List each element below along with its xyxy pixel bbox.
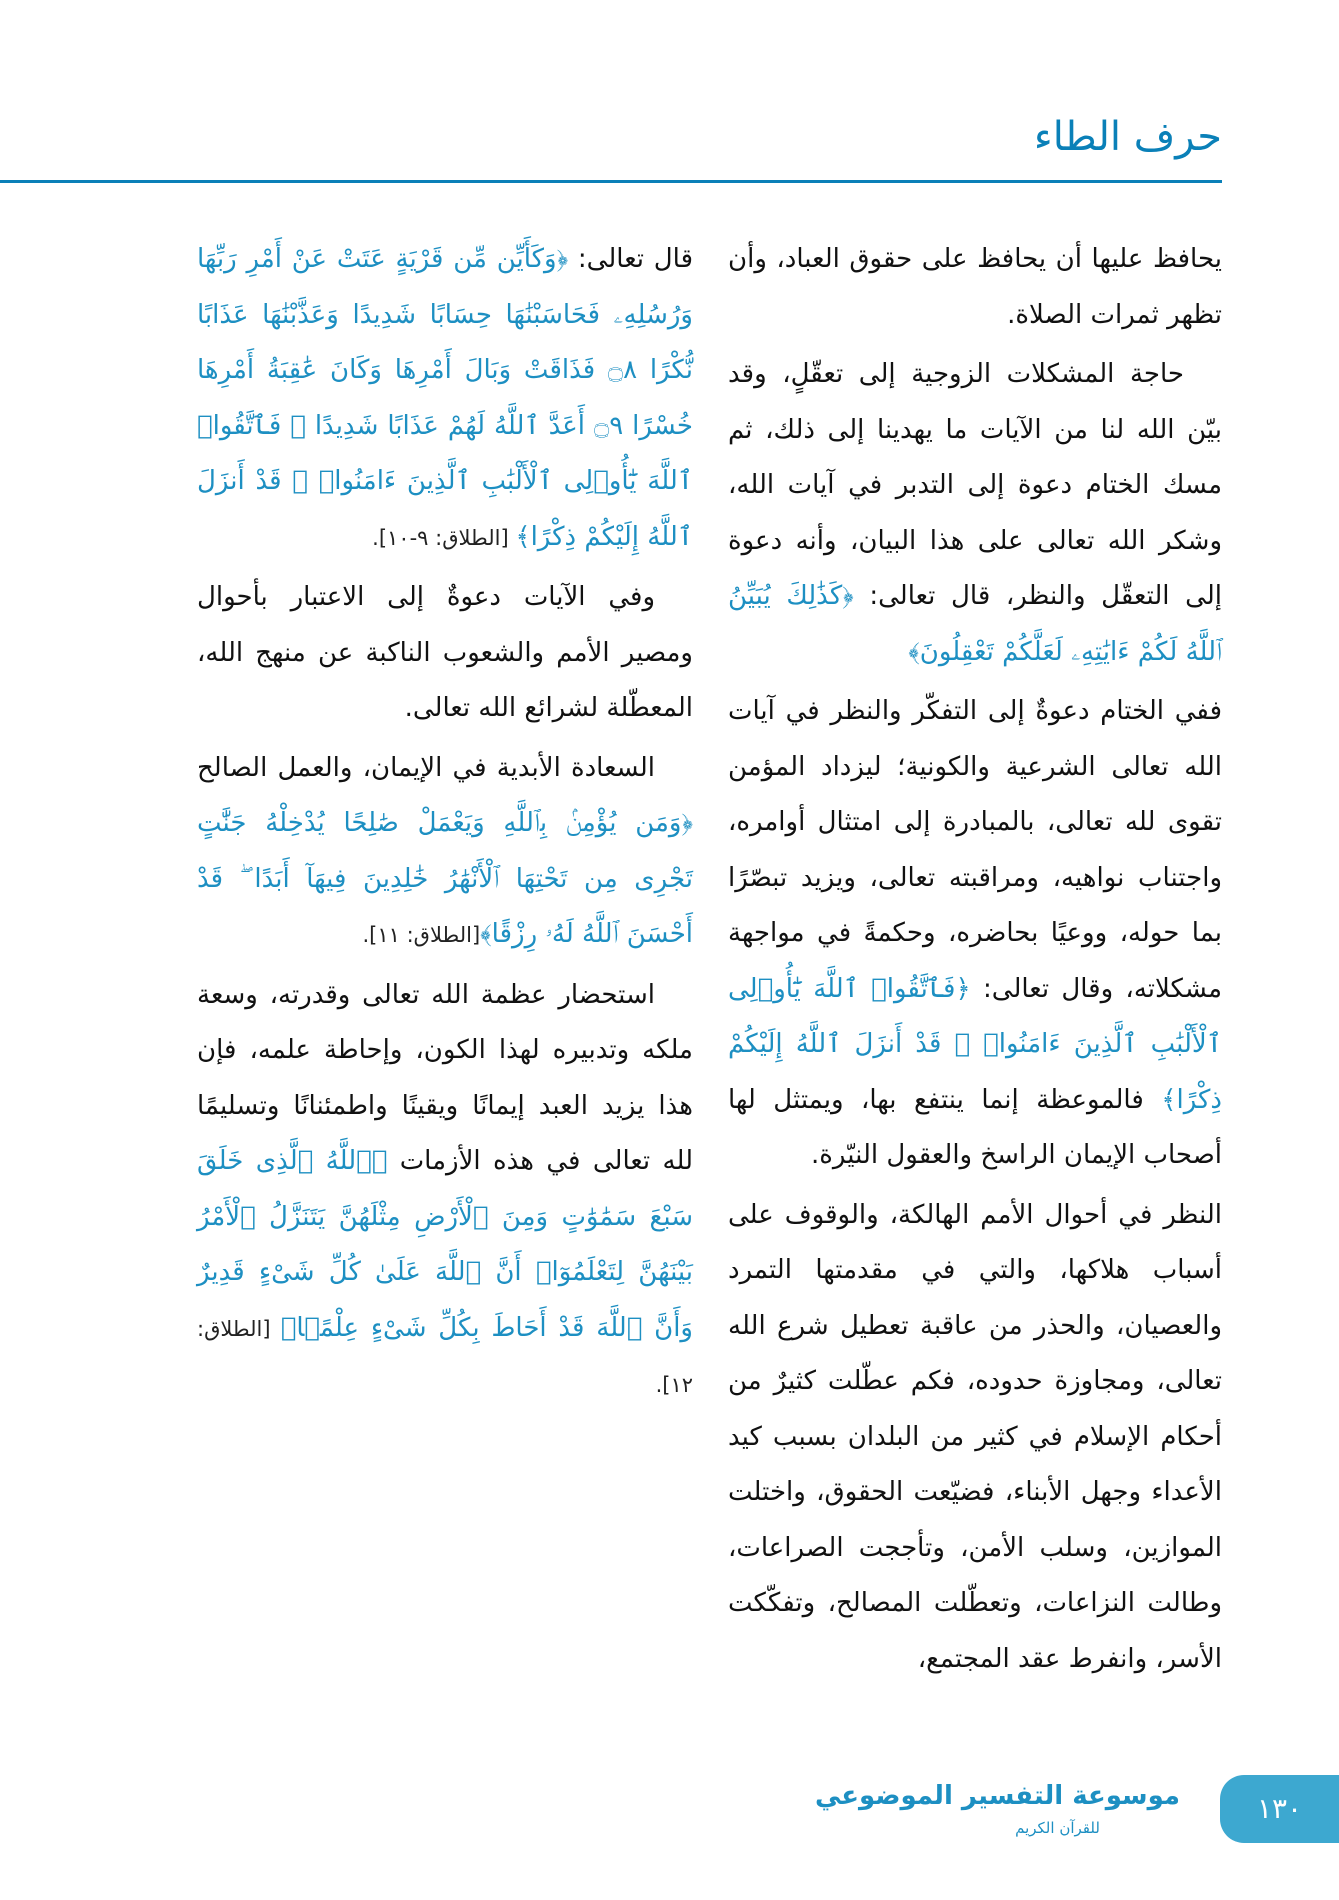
paragraph — [728, 1188, 1222, 1688]
verse-reference: [الطلاق: ٩-١٠]. — [372, 525, 516, 550]
body-text: السعادة الأبدية في الإيمان، والعمل الصالح — [197, 752, 655, 783]
paragraph — [197, 232, 693, 566]
body-text: فالموعظة إنما ينتفع بها، ويمتثل لها أصحاب الإيمان الراسخ والعقول النيّرة. — [728, 1084, 1222, 1170]
text-columns — [0, 232, 1339, 1765]
quran-verse: ﴿فَٱتَّقُوا۟ ٱللَّهَ يَٰٓأُو۟لِى ٱلْأَلْبَٰبِ ٱلَّذِينَ ءَامَنُوا۟ ۚ قَدْ أَنزَلَ ٱللَّهُ إِلَيْكُمْ ذِكْرًا﴾ — [728, 973, 1222, 1115]
logo-subtitle: للقرآن الكريم — [1015, 1819, 1100, 1837]
body-text: قال تعالى: — [568, 244, 693, 274]
verse-reference: [الطلاق: ١١]. — [362, 923, 481, 947]
body-text: يحافظ عليها أن يحافظ على حقوق العباد، وأن تظهر ثمرات الصلاة. — [728, 244, 1222, 330]
quran-verse: ﴿كَذَٰلِكَ يُبَيِّنُ ٱللَّهُ لَكُمْ ءَايَٰتِهِۦ لَعَلَّكُمْ تَعْقِلُونَ﴾ — [728, 581, 1222, 667]
paragraph — [197, 968, 693, 1414]
body-text: استحضار عظمة الله تعالى وقدرته، وسعة ملكه وتدبيره لهذا الكون، وإحاطة علمه، فإن هذا يزيد العبد إيمانًا ويقينًا واطمئنانًا وتسليمًا لله تعالى في هذه الأزمات — [197, 979, 693, 1176]
chapter-title: حرف الطاء — [1033, 114, 1222, 160]
paragraph — [728, 232, 1222, 343]
left-column — [197, 232, 693, 1418]
quran-verse: ﴿وَمَن يُؤْمِنۢ بِٱللَّهِ وَيَعْمَلْ صَٰلِحًا يُدْخِلْهُ جَنَّٰتٍ تَجْرِى مِن تَحْتِهَا ٱلْأَنْهَٰرُ خَٰلِدِينَ فِيهَآ أَبَدًا ۖ قَدْ أَحْسَنَ ٱللَّهُ لَهُۥ رِزْقًا﴾ — [197, 808, 693, 949]
body-text: ففي الختام دعوةٌ إلى التفكّر والنظر في آيات الله تعالى الشرعية والكونية؛ ليزداد المؤمن تقوى لله تعالى، بالمبادرة إلى امتثال أوامره، واجتناب نواهيه، ومراقبته تعالى، ويزيد تبصّرًا بما حوله، ووعيًا بحاضره، وحكمةً في مواجهة مشكلاته، وقال تعالى: — [728, 696, 1222, 1004]
paragraph — [197, 741, 693, 964]
book-logo — [814, 1775, 1180, 1839]
page-number: ١٣٠ — [1220, 1775, 1339, 1843]
quran-verse: ﴿ٱللَّهُ ٱلَّذِى خَلَقَ سَبْعَ سَمَٰوَٰتٍ وَمِنَ ٱلْأَرْضِ مِثْلَهُنَّ يَتَنَزَّلُ ٱلْأَمْرُ بَيْنَهُنَّ لِتَعْلَمُوٓا۟ أَنَّ ٱللَّهَ عَلَىٰ كُلِّ شَىْءٍ قَدِيرٌ وَأَنَّ ٱللَّهَ قَدْ أَحَاطَ بِكُلِّ شَىْءٍ عِلْمًۢا﴾ — [197, 1146, 693, 1343]
body-text: النظر في أحوال الأمم الهالكة، والوقوف على أسباب هلاكها، والتي في مقدمتها التمرد والعصيان، والحذر من عاقبة تعطيل شرع الله تعالى، ومجاوزة حدوده، فكم عطّلت كثيرٌ من أحكام الإسلام في كثير من البلدان بسبب كيد الأعداء وجهل الأبناء، فضيّعت الحقوق، واختلت الموازين، وسلب الأمن، وتأججت الصراعات، وطالت النزاعات، وتعطّلت المصالح، وتفكّكت الأسر، وانفرط عقد المجتمع، — [728, 1199, 1222, 1674]
paragraph — [728, 347, 1222, 680]
page-header — [0, 0, 1339, 232]
body-text: وفي الآيات دعوةٌ إلى الاعتبار بأحوال ومصير الأمم والشعوب الناكبة عن منهج الله، المعطّلة لشرائع الله تعالى. — [197, 582, 693, 723]
logo-title: موسوعة التفسير الموضوعي — [814, 1781, 1180, 1811]
quran-verse: ﴿وَكَأَيِّن مِّن قَرْيَةٍ عَتَتْ عَنْ أَمْرِ رَبِّهَا وَرُسُلِهِۦ فَحَاسَبْنَٰهَا حِسَابًا شَدِيدًا وَعَذَّبْنَٰهَا عَذَابًا نُّكْرًا ۝٨ فَذَاقَتْ وَبَالَ أَمْرِهَا وَكَانَ عَٰقِبَةُ أَمْرِهَا خُسْرًا ۝٩ أَعَدَّ ٱللَّهُ لَهُمْ عَذَابًا شَدِيدًا ۖ فَٱتَّقُوا۟ ٱللَّهَ يَٰٓأُو۟لِى ٱلْأَلْبَٰبِ ٱلَّذِينَ ءَامَنُوا۟ ۚ قَدْ أَنزَلَ ٱللَّهُ إِلَيْكُمْ ذِكْرًا﴾ — [197, 244, 694, 552]
header-divider — [0, 180, 1222, 183]
verse-reference: [الطلاق: ١٢]. — [197, 1316, 693, 1397]
paragraph — [197, 570, 693, 737]
paragraph — [728, 684, 1222, 1184]
body-text: حاجة المشكلات الزوجية إلى تعقّلٍ، وقد بيّن الله لنا من الآيات ما يهدينا إلى ذلك، ثم مسك الختام دعوة إلى التدبر في آيات الله، وشكر الله تعالى على هذا البيان، وأنه دعوة إلى التعقّل والنظر، قال تعالى: — [728, 359, 1222, 611]
page-footer — [0, 1775, 1339, 1900]
right-column — [728, 232, 1222, 1691]
